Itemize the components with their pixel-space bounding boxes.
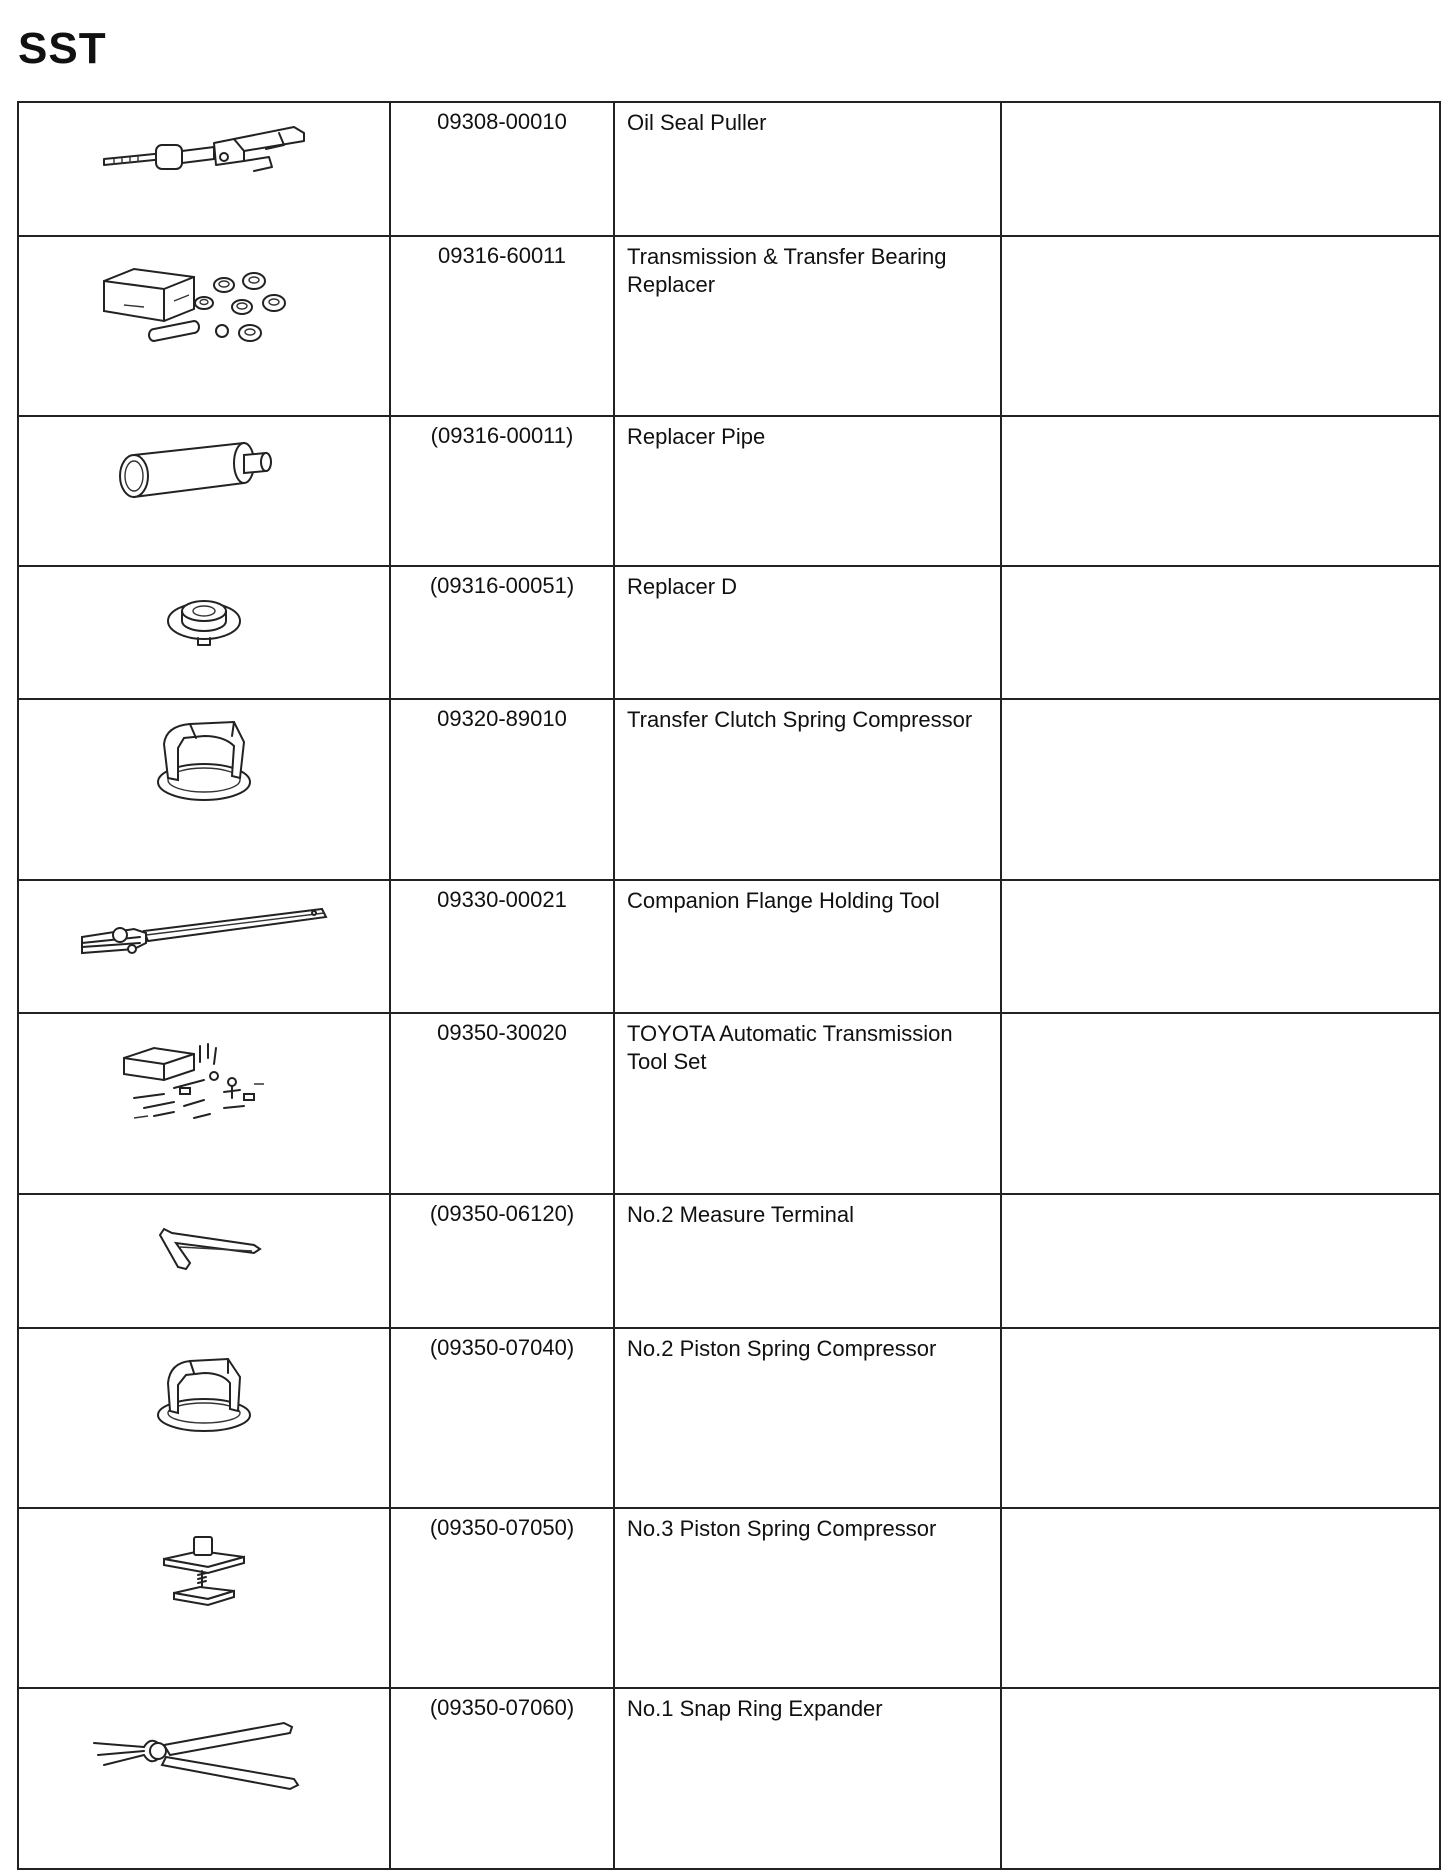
tool-illustration-cell (18, 1013, 390, 1193)
table-row (18, 1194, 1440, 1328)
part-number: 09320-89010 (390, 699, 614, 879)
part-number: (09350-06120) (390, 1194, 614, 1328)
tool-note (1001, 1013, 1440, 1193)
tool-illustration-cell (18, 1688, 390, 1869)
table-row (18, 699, 1440, 879)
piston-spring-compressor-icon (94, 1343, 314, 1443)
measure-terminal-icon (94, 1209, 314, 1279)
tool-note (1001, 236, 1440, 416)
tool-illustration-cell (18, 102, 390, 236)
tool-note (1001, 1508, 1440, 1688)
tool-name: No.1 Snap Ring Expander (614, 1688, 1001, 1869)
tool-note (1001, 566, 1440, 700)
tool-illustration-cell (18, 699, 390, 879)
table-row (18, 880, 1440, 1014)
replacer-pipe-icon (94, 431, 314, 511)
tool-illustration-cell (18, 566, 390, 700)
clutch-spring-compressor-icon (94, 714, 314, 814)
tool-note (1001, 699, 1440, 879)
no3-piston-spring-compressor-icon (94, 1523, 314, 1623)
table-row (18, 236, 1440, 416)
table-row (18, 102, 1440, 236)
transmission-tool-set-icon (114, 1028, 294, 1128)
tool-note (1001, 1688, 1440, 1869)
tool-name: No.2 Measure Terminal (614, 1194, 1001, 1328)
replacer-d-icon (94, 581, 314, 651)
table-row (18, 566, 1440, 700)
tool-name: Replacer D (614, 566, 1001, 700)
table-row (18, 1508, 1440, 1688)
tool-note (1001, 880, 1440, 1014)
part-number: 09308-00010 (390, 102, 614, 236)
tool-illustration-cell (18, 1328, 390, 1508)
table-row (18, 1328, 1440, 1508)
tool-illustration-cell (18, 416, 390, 565)
tool-note (1001, 416, 1440, 565)
tool-illustration-cell (18, 236, 390, 416)
table-row (18, 1688, 1440, 1869)
tool-note (1001, 1328, 1440, 1508)
tool-note (1001, 102, 1440, 236)
tool-name: Transfer Clutch Spring Compressor (614, 699, 1001, 879)
tool-name: Transmission & Transfer Bearing Replacer (614, 236, 1001, 416)
tool-note (1001, 1194, 1440, 1328)
part-number: (09316-00011) (390, 416, 614, 565)
tool-name: No.3 Piston Spring Compressor (614, 1508, 1001, 1688)
table-row (18, 1013, 1440, 1193)
part-number: (09350-07060) (390, 1688, 614, 1869)
flange-holding-tool-icon (74, 895, 334, 965)
snap-ring-expander-icon (84, 1703, 324, 1803)
part-number: (09316-00051) (390, 566, 614, 700)
tool-name: Companion Flange Holding Tool (614, 880, 1001, 1014)
bearing-replacer-set-icon (94, 251, 314, 351)
sst-table (17, 101, 1441, 1870)
part-number: 09350-30020 (390, 1013, 614, 1193)
tool-name: TOYOTA Automatic Transmission Tool Set (614, 1013, 1001, 1193)
table-row (18, 416, 1440, 565)
part-number: (09350-07040) (390, 1328, 614, 1508)
part-number: 09316-60011 (390, 236, 614, 416)
tool-illustration-cell (18, 1508, 390, 1688)
tool-illustration-cell (18, 1194, 390, 1328)
tool-illustration-cell (18, 880, 390, 1014)
part-number: (09350-07050) (390, 1508, 614, 1688)
tool-name: Replacer Pipe (614, 416, 1001, 565)
tool-name: Oil Seal Puller (614, 102, 1001, 236)
tool-name: No.2 Piston Spring Compressor (614, 1328, 1001, 1508)
page-title: SST (18, 24, 107, 73)
oil-seal-puller-icon (94, 117, 314, 187)
part-number: 09330-00021 (390, 880, 614, 1014)
